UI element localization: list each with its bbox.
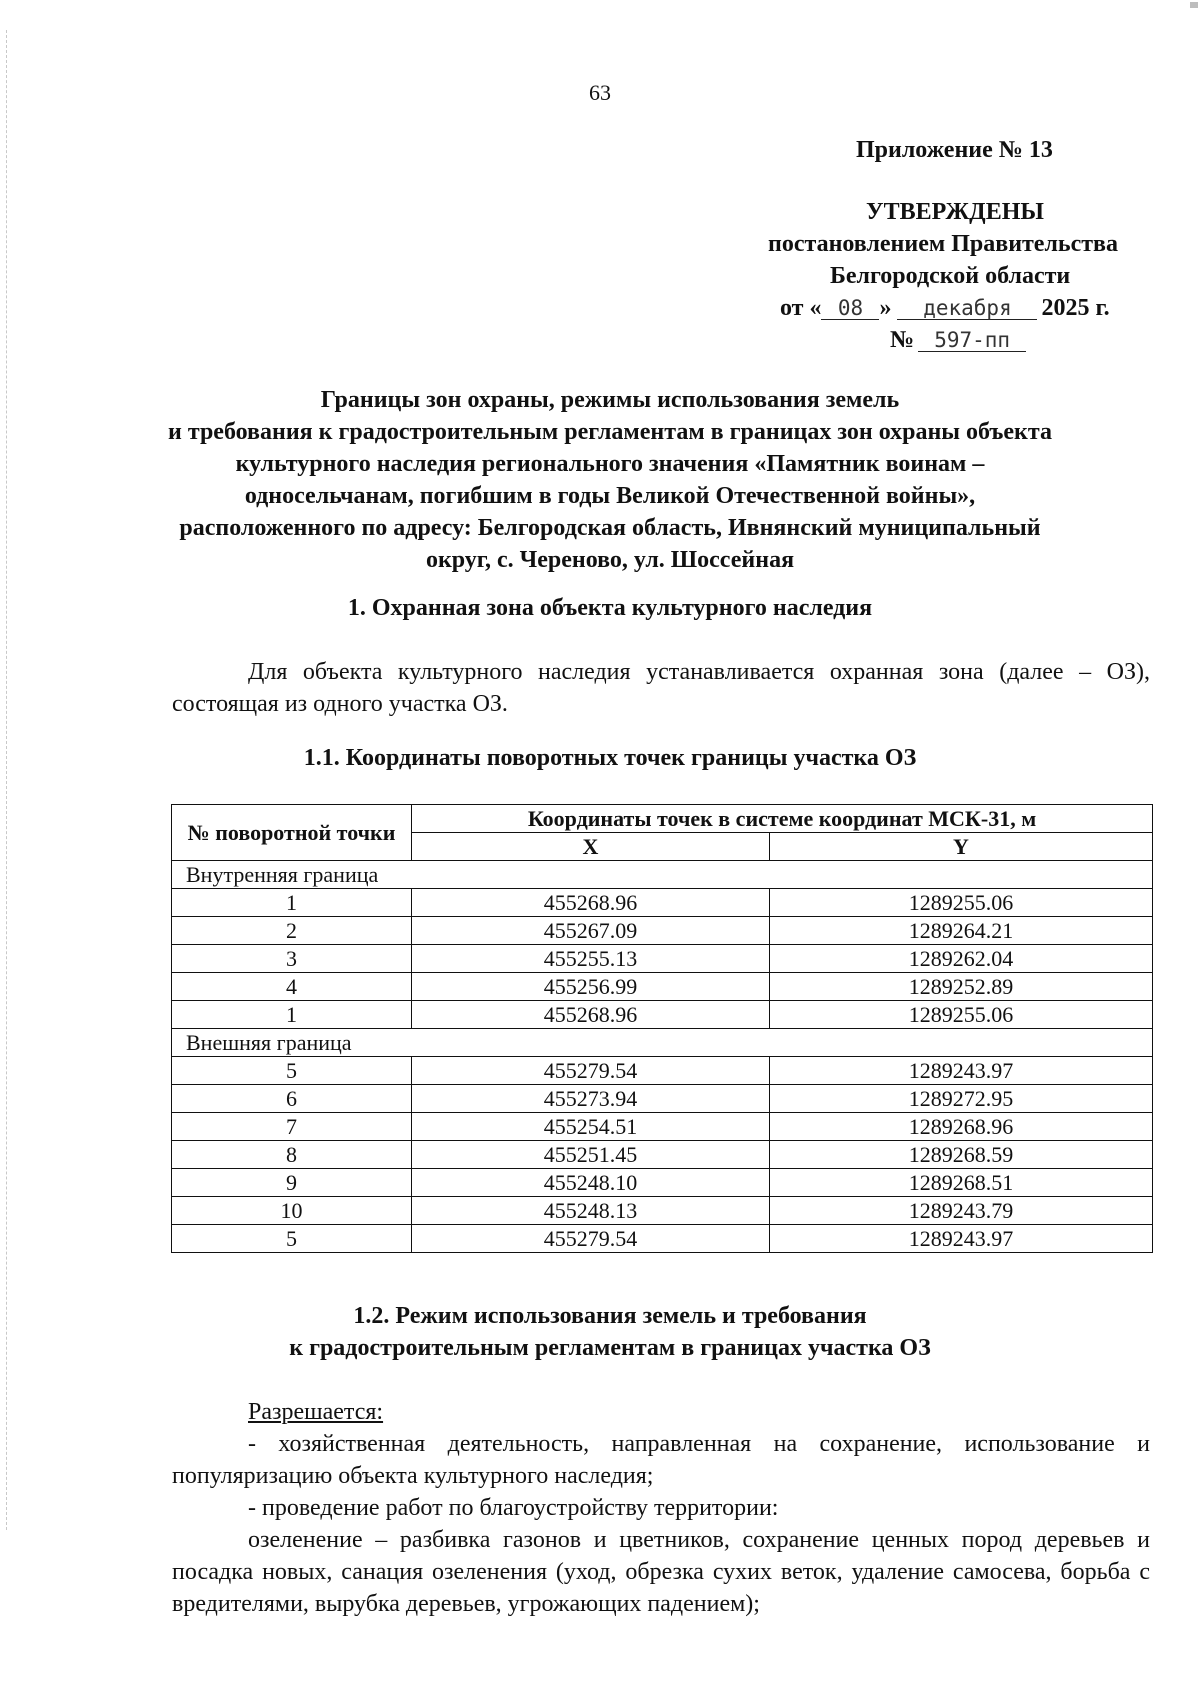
cell-x: 455255.13 — [412, 945, 770, 973]
cell-point-number: 5 — [172, 1225, 412, 1253]
cell-y: 1289243.97 — [770, 1225, 1153, 1253]
table-row — [172, 973, 1153, 1001]
cell-y: 1289268.59 — [770, 1141, 1153, 1169]
cell-point-number: 5 — [172, 1057, 412, 1085]
cell-x: 455256.99 — [412, 973, 770, 1001]
title-line: односельчанам, погибшим в годы Великой Отечественной войны», — [244, 483, 976, 509]
table-group-label: Внутренняя граница — [172, 861, 1153, 889]
cell-point-number: 2 — [172, 917, 412, 945]
cell-point-number: 8 — [172, 1141, 412, 1169]
cell-y: 1289268.96 — [770, 1113, 1153, 1141]
section-1-1-heading: 1.1. Координаты поворотных точек границы участка ОЗ — [303, 745, 917, 771]
cell-y: 1289255.06 — [770, 1001, 1153, 1029]
allowed-label-text: Разрешается: — [248, 1399, 384, 1425]
cell-point-number: 6 — [172, 1085, 412, 1113]
table-group-label: Внешняя граница — [172, 1029, 1153, 1057]
scan-edge-line — [6, 30, 7, 1530]
cell-x: 455268.96 — [412, 889, 770, 917]
cell-y: 1289262.04 — [770, 945, 1153, 973]
cell-x: 455254.51 — [412, 1113, 770, 1141]
cell-point-number: 4 — [172, 973, 412, 1001]
col-header-y: Y — [770, 833, 1153, 861]
title-line: расположенного по адресу: Белгородская область, Ивнянский муниципальный — [179, 515, 1041, 541]
allowed-item: - хозяйственная деятельность, направленная на сохранение, использование и популяризацию объекта культурного наследия; — [172, 1431, 1150, 1489]
approval-line-1: постановлением Правительства — [768, 231, 1119, 257]
cell-x: 455248.13 — [412, 1197, 770, 1225]
approved-label: УТВЕРЖДЕНЫ — [866, 199, 1044, 225]
cell-point-number: 10 — [172, 1197, 412, 1225]
cell-x: 455273.94 — [412, 1085, 770, 1113]
cell-y: 1289252.89 — [770, 973, 1153, 1001]
section-1-heading: 1. Охранная зона объекта культурного наследия — [347, 595, 873, 621]
table-row — [172, 1225, 1153, 1253]
scan-corner-mark — [1190, 2, 1198, 8]
cell-x: 455268.96 — [412, 1001, 770, 1029]
cell-y: 1289264.21 — [770, 917, 1153, 945]
number-prefix: № — [890, 327, 915, 353]
date-day: 08 — [821, 297, 879, 320]
table-row — [172, 1085, 1153, 1113]
col-header-x: X — [412, 833, 770, 861]
section-1-2-heading-line-1: 1.2. Режим использования земель и требования — [353, 1303, 867, 1329]
cell-y: 1289272.95 — [770, 1085, 1153, 1113]
date-month: декабря — [897, 297, 1037, 320]
date-year: 2025 г. — [1041, 295, 1110, 321]
date-prefix: от « — [780, 295, 822, 321]
cell-point-number: 7 — [172, 1113, 412, 1141]
table-group-row — [172, 1029, 1153, 1057]
cell-point-number: 3 — [172, 945, 412, 973]
table-row — [172, 1057, 1153, 1085]
allowed-item: озеленение – разбивка газонов и цветников, сохранение ценных пород деревьев и посадка новых, санация озеленения (уход, обрезка сухих веток, удаление самосева, борьба с вредителями, вырубка деревьев, угрожающих падением); — [172, 1527, 1150, 1617]
cell-point-number: 1 — [172, 889, 412, 917]
document-title — [160, 384, 1060, 576]
title-line: культурного наследия регионального значения «Памятник воинам – — [235, 451, 985, 477]
cell-x: 455279.54 — [412, 1225, 770, 1253]
table-row — [172, 1169, 1153, 1197]
table-row — [172, 945, 1153, 973]
date-mid: » — [879, 295, 892, 321]
table-row — [172, 889, 1153, 917]
section-1-2-body — [172, 1396, 1150, 1620]
cell-x: 455248.10 — [412, 1169, 770, 1197]
number-value: 597-пп — [918, 329, 1026, 352]
table-row — [172, 1141, 1153, 1169]
allowed-item: - проведение работ по благоустройству территории: — [248, 1495, 779, 1521]
col-header-point: № поворотной точки — [172, 805, 412, 861]
approval-number — [890, 324, 1026, 356]
cell-y: 1289268.51 — [770, 1169, 1153, 1197]
table-group-row — [172, 861, 1153, 889]
title-line: и требования к градостроительным регламентам в границах зон охраны объекта — [168, 419, 1052, 445]
col-header-coords: Координаты точек в системе координат МСК-31, м — [412, 805, 1153, 833]
section-1-text: Для объекта культурного наследия устанавливается охранная зона (далее – ОЗ), состоящая из одного участка ОЗ. — [172, 659, 1150, 717]
approval-date — [780, 292, 1110, 324]
coordinates-table-body — [172, 861, 1153, 1253]
cell-point-number: 9 — [172, 1169, 412, 1197]
cell-y: 1289243.79 — [770, 1197, 1153, 1225]
allowed-label — [172, 1396, 1150, 1428]
section-1-2-heading-line-2: к градостроительным регламентам в границах участка ОЗ — [289, 1335, 931, 1361]
cell-x: 455267.09 — [412, 917, 770, 945]
cell-x: 455279.54 — [412, 1057, 770, 1085]
coordinates-table — [171, 804, 1153, 1253]
section-1-2-heading — [160, 1300, 1060, 1364]
title-line: округ, с. Череново, ул. Шоссейная — [425, 547, 795, 573]
cell-x: 455251.45 — [412, 1141, 770, 1169]
cell-point-number: 1 — [172, 1001, 412, 1029]
table-row — [172, 1113, 1153, 1141]
appendix-label: Приложение № 13 — [856, 137, 1053, 163]
cell-y: 1289255.06 — [770, 889, 1153, 917]
table-row — [172, 1001, 1153, 1029]
cell-y: 1289243.97 — [770, 1057, 1153, 1085]
page-number: 63 — [589, 80, 611, 105]
title-line: Границы зон охраны, режимы использования земель — [320, 387, 900, 413]
table-row — [172, 1197, 1153, 1225]
table-row — [172, 917, 1153, 945]
approval-line-2: Белгородской области — [830, 263, 1071, 289]
